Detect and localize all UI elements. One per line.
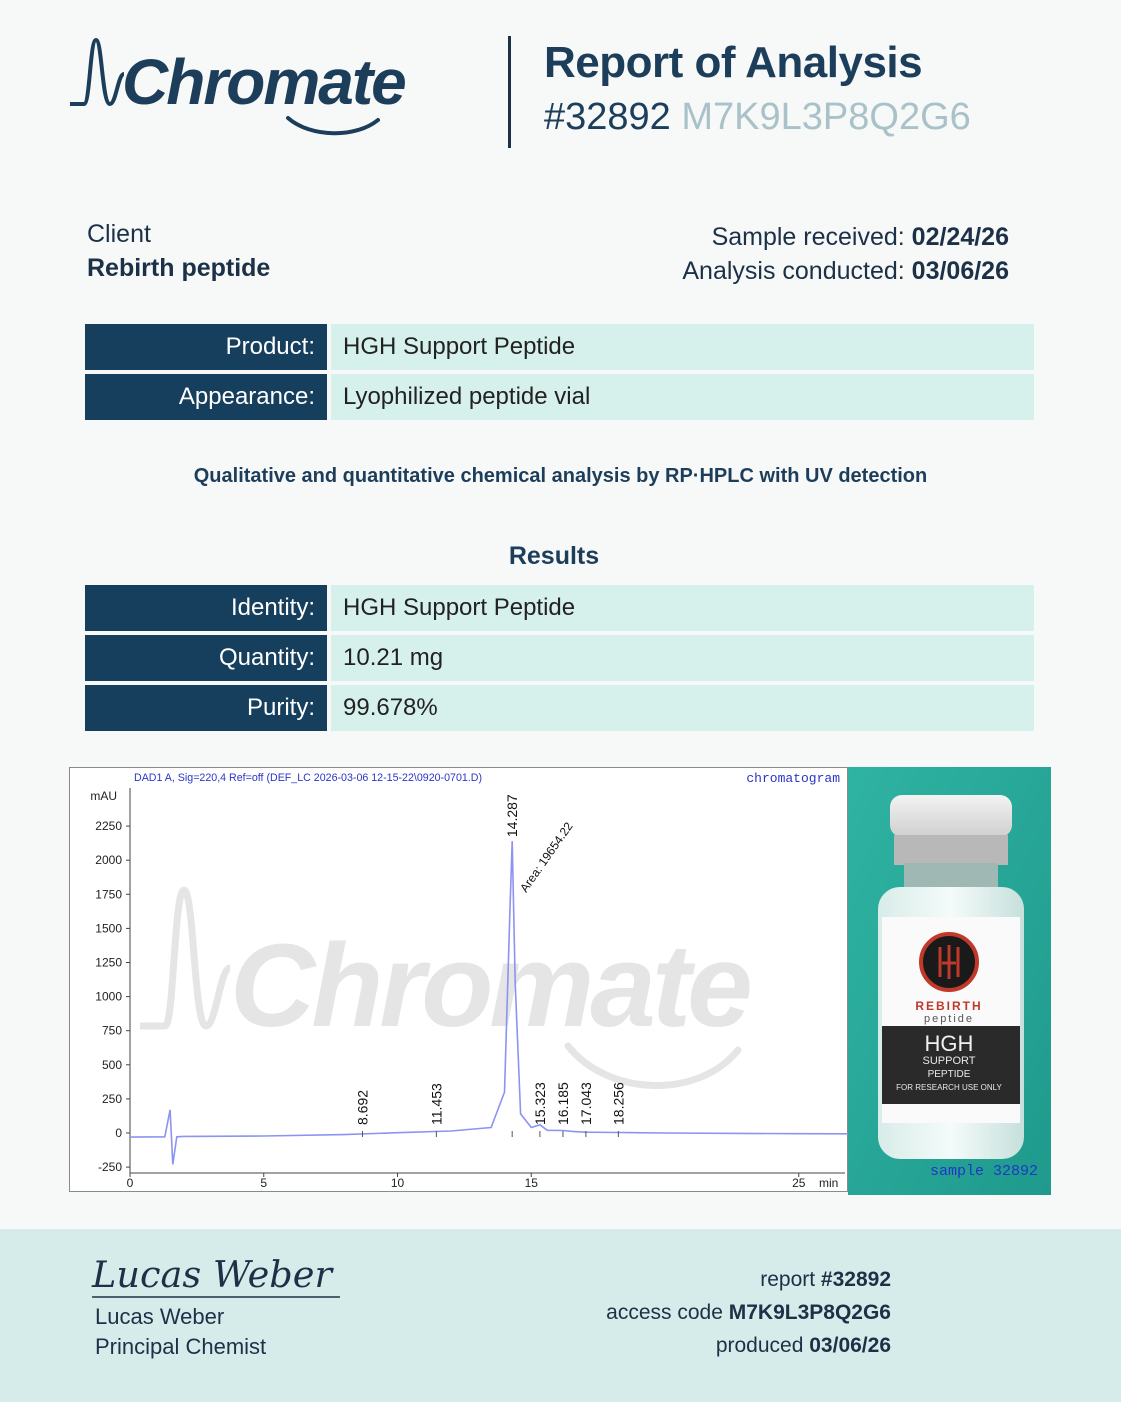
dates-block: [682, 220, 1009, 288]
sample-received: [682, 220, 1009, 254]
peak-18-256: [610, 1082, 626, 1137]
vial-product: HGH: [924, 1031, 974, 1056]
x-tick-label: 10: [390, 1176, 405, 1190]
vial-line2: SUPPORT: [922, 1055, 976, 1067]
y-tick-label: 1500: [95, 921, 122, 936]
identity-row: [85, 585, 1034, 631]
received-value: 02/24/26: [911, 223, 1009, 251]
conducted-label: Analysis conducted:: [682, 257, 905, 285]
vial-brand-sub: peptide: [923, 1013, 975, 1025]
y-tick-label: 250: [101, 1091, 122, 1106]
x-tick-label: 5: [260, 1176, 268, 1190]
footer-report-label: report: [760, 1268, 816, 1291]
logo-peak-icon: [70, 40, 124, 104]
product-key: Product:: [85, 324, 327, 370]
vial-line3: PEPTIDE: [927, 1069, 971, 1080]
appearance-key: Appearance:: [85, 374, 327, 420]
chromatogram-chart: [70, 768, 849, 1193]
x-tick-label: 25: [792, 1176, 806, 1190]
results-heading: Results: [508, 542, 600, 570]
y-tick-label: 500: [101, 1057, 122, 1072]
appearance-value: Lyophilized peptide vial: [331, 374, 1034, 420]
vial-line4: FOR RESEARCH USE ONLY: [896, 1083, 1002, 1092]
logo-smile-icon: [288, 118, 378, 133]
footer-produced-value: 03/06/26: [809, 1334, 891, 1357]
y-tick-label: 1250: [95, 955, 122, 970]
method-description: Qualitative and quantitative chemical analysis by RP·HPLC with UV detection: [193, 465, 928, 487]
purity-row: [85, 685, 1034, 731]
peak-label: 8.692: [354, 1089, 371, 1125]
x-tick-label: 15: [524, 1176, 538, 1190]
report-title: Report of Analysis: [544, 38, 923, 87]
y-tick-label: -250: [97, 1160, 122, 1175]
peak-label: 15.323: [531, 1082, 548, 1125]
footer-produced-label: produced: [715, 1334, 804, 1357]
conducted-value: 03/06/26: [911, 257, 1009, 285]
y-tick-label: 1000: [95, 989, 122, 1004]
signer-role: Principal Chemist: [95, 1334, 267, 1359]
purity-key: Purity:: [85, 685, 327, 731]
quantity-key: Quantity:: [85, 635, 327, 681]
peak-label: 18.256: [610, 1082, 627, 1125]
peak-8-692: [355, 1090, 371, 1137]
signer-name: Lucas Weber: [95, 1304, 225, 1329]
report-ids: [544, 96, 971, 139]
footer-meta: [606, 1263, 891, 1362]
footer-report-value: #32892: [820, 1268, 891, 1291]
y-tick-label: 2000: [95, 853, 122, 868]
report-number: #32892: [544, 96, 671, 138]
identity-key: Identity:: [85, 585, 327, 631]
header-divider: [508, 36, 511, 148]
x-axis-label: min: [819, 1176, 839, 1190]
footer-produced: [606, 1329, 891, 1362]
chart-corner-label: chromatogram: [746, 771, 840, 786]
y-tick-label: 2250: [95, 819, 122, 834]
footer-access-label: access code: [606, 1301, 723, 1324]
y-tick-label: 0: [115, 1126, 122, 1140]
received-label: Sample received:: [711, 223, 905, 251]
peak-16-185: [555, 1082, 571, 1137]
analysis-conducted: [682, 254, 1009, 288]
purity-value: 99.678%: [331, 685, 1034, 731]
x-tick-label: 0: [126, 1176, 134, 1190]
quantity-value: 10.21 mg: [331, 635, 1034, 681]
peak-label: 11.453: [428, 1083, 445, 1125]
vial-caption: sample 32892: [929, 1163, 1038, 1180]
chart-header-text: DAD1 A, Sig=220,4 Ref=off (DEF_LC 2026-03-06 12-15-22\0920-0701.D): [134, 772, 482, 784]
vial-photo: [848, 767, 1051, 1195]
y-tick-label: 1750: [95, 887, 122, 902]
signature-image: [90, 1245, 345, 1303]
footer-report: [606, 1263, 891, 1296]
identity-value: HGH Support Peptide: [331, 585, 1034, 631]
footer-access: [606, 1296, 891, 1329]
footer-access-value: M7K9L3P8Q2G6: [728, 1301, 891, 1324]
chart-watermark: [140, 890, 750, 1086]
peak-17-043: [578, 1082, 594, 1137]
y-tick-label: 750: [101, 1023, 122, 1038]
product-value: HGH Support Peptide: [331, 324, 1034, 370]
quantity-row: [85, 635, 1034, 681]
signature-script: Lucas Weber: [90, 1255, 334, 1296]
watermark-text: Chromate: [230, 920, 749, 1052]
peak-label: 16.185: [554, 1082, 571, 1125]
peak-area-label: Area: 19654.22: [517, 819, 576, 895]
access-code: M7K9L3P8Q2G6: [681, 96, 971, 138]
appearance-row: [85, 374, 1034, 420]
chromate-logo: [66, 34, 416, 144]
client-label: Client: [87, 220, 151, 248]
vial-cap: [890, 795, 1012, 837]
vial-brand: REBIRTH: [915, 999, 983, 1013]
logo-text: Chromate: [122, 46, 405, 118]
peak-11-453: [428, 1083, 444, 1137]
chromatogram-panel: [69, 767, 848, 1192]
peak-label: 17.043: [577, 1082, 594, 1125]
y-axis-label: mAU: [90, 789, 117, 803]
peak-label: 14.287: [504, 794, 521, 838]
product-row: [85, 324, 1034, 370]
client-name: Rebirth peptide: [87, 254, 271, 282]
